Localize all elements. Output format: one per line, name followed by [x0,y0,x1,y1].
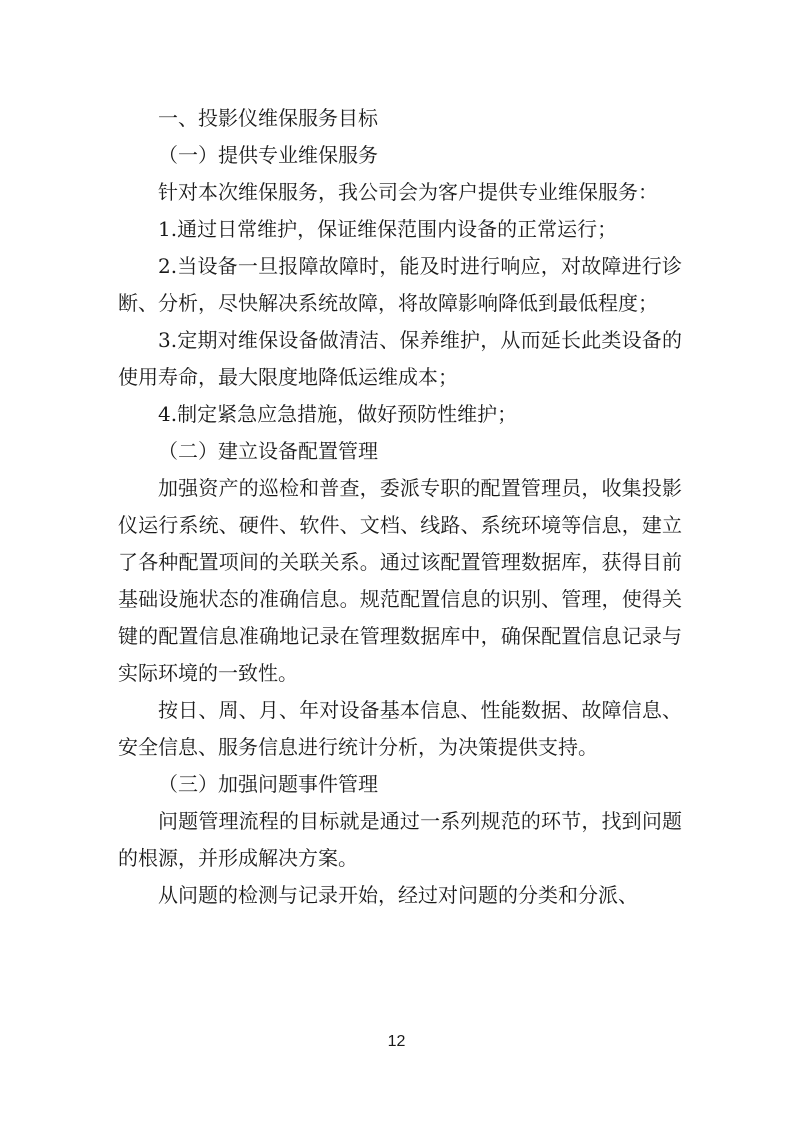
paragraph: 问题管理流程的目标就是通过一系列规范的环节，找到问题的根源，并形成解决方案。 [118,809,682,870]
list-item-4: 4.制定紧急应急措施，做好预防性维护； [158,402,518,426]
paragraph: 加强资产的巡检和普查，委派专职的配置管理员，收集投影仪运行系统、硬件、软件、文档、线路、系统环境等信息，建立了各种配置项间的关联关系。通过该配置管理数据库，获得目前基础设施状态的准确信息。规范配置信息的识别、管理，使得关键的配置信息准确地记录在管理数据库中，确保配置信息记录与实际环境的一致性。 [118,476,682,685]
subsection-heading-3: （三）加强问题事件管理 [158,772,378,796]
paragraph: 针对本次维保服务，我公司会为客户提供专业维保服务： [158,180,658,204]
list-item-2: 2.当设备一旦报障故障时，能及时进行响应，对故障进行诊断、分析，尽快解决系统故障，将故障影响降低到最低程度； [118,254,682,315]
paragraph: 按日、周、月、年对设备基本信息、性能数据、故障信息、安全信息、服务信息进行统计分析，为决策提供支持。 [118,698,682,759]
section-heading-1: 一、投影仪维保服务目标 [158,106,378,130]
subsection-heading-1: （一）提供专业维保服务 [158,143,378,167]
page-number: 12 [387,1033,406,1050]
list-item-1: 1.通过日常维护，保证维保范围内设备的正常运行； [158,217,618,241]
list-item-3: 3.定期对维保设备做清洁、保养维护，从而延长此类设备的使用寿命，最大限度地降低运维成本； [118,328,682,389]
subsection-heading-2: （二）建立设备配置管理 [158,439,378,463]
paragraph: 从问题的检测与记录开始，经过对问题的分类和分派、 [158,883,638,907]
document-body [118,100,682,914]
